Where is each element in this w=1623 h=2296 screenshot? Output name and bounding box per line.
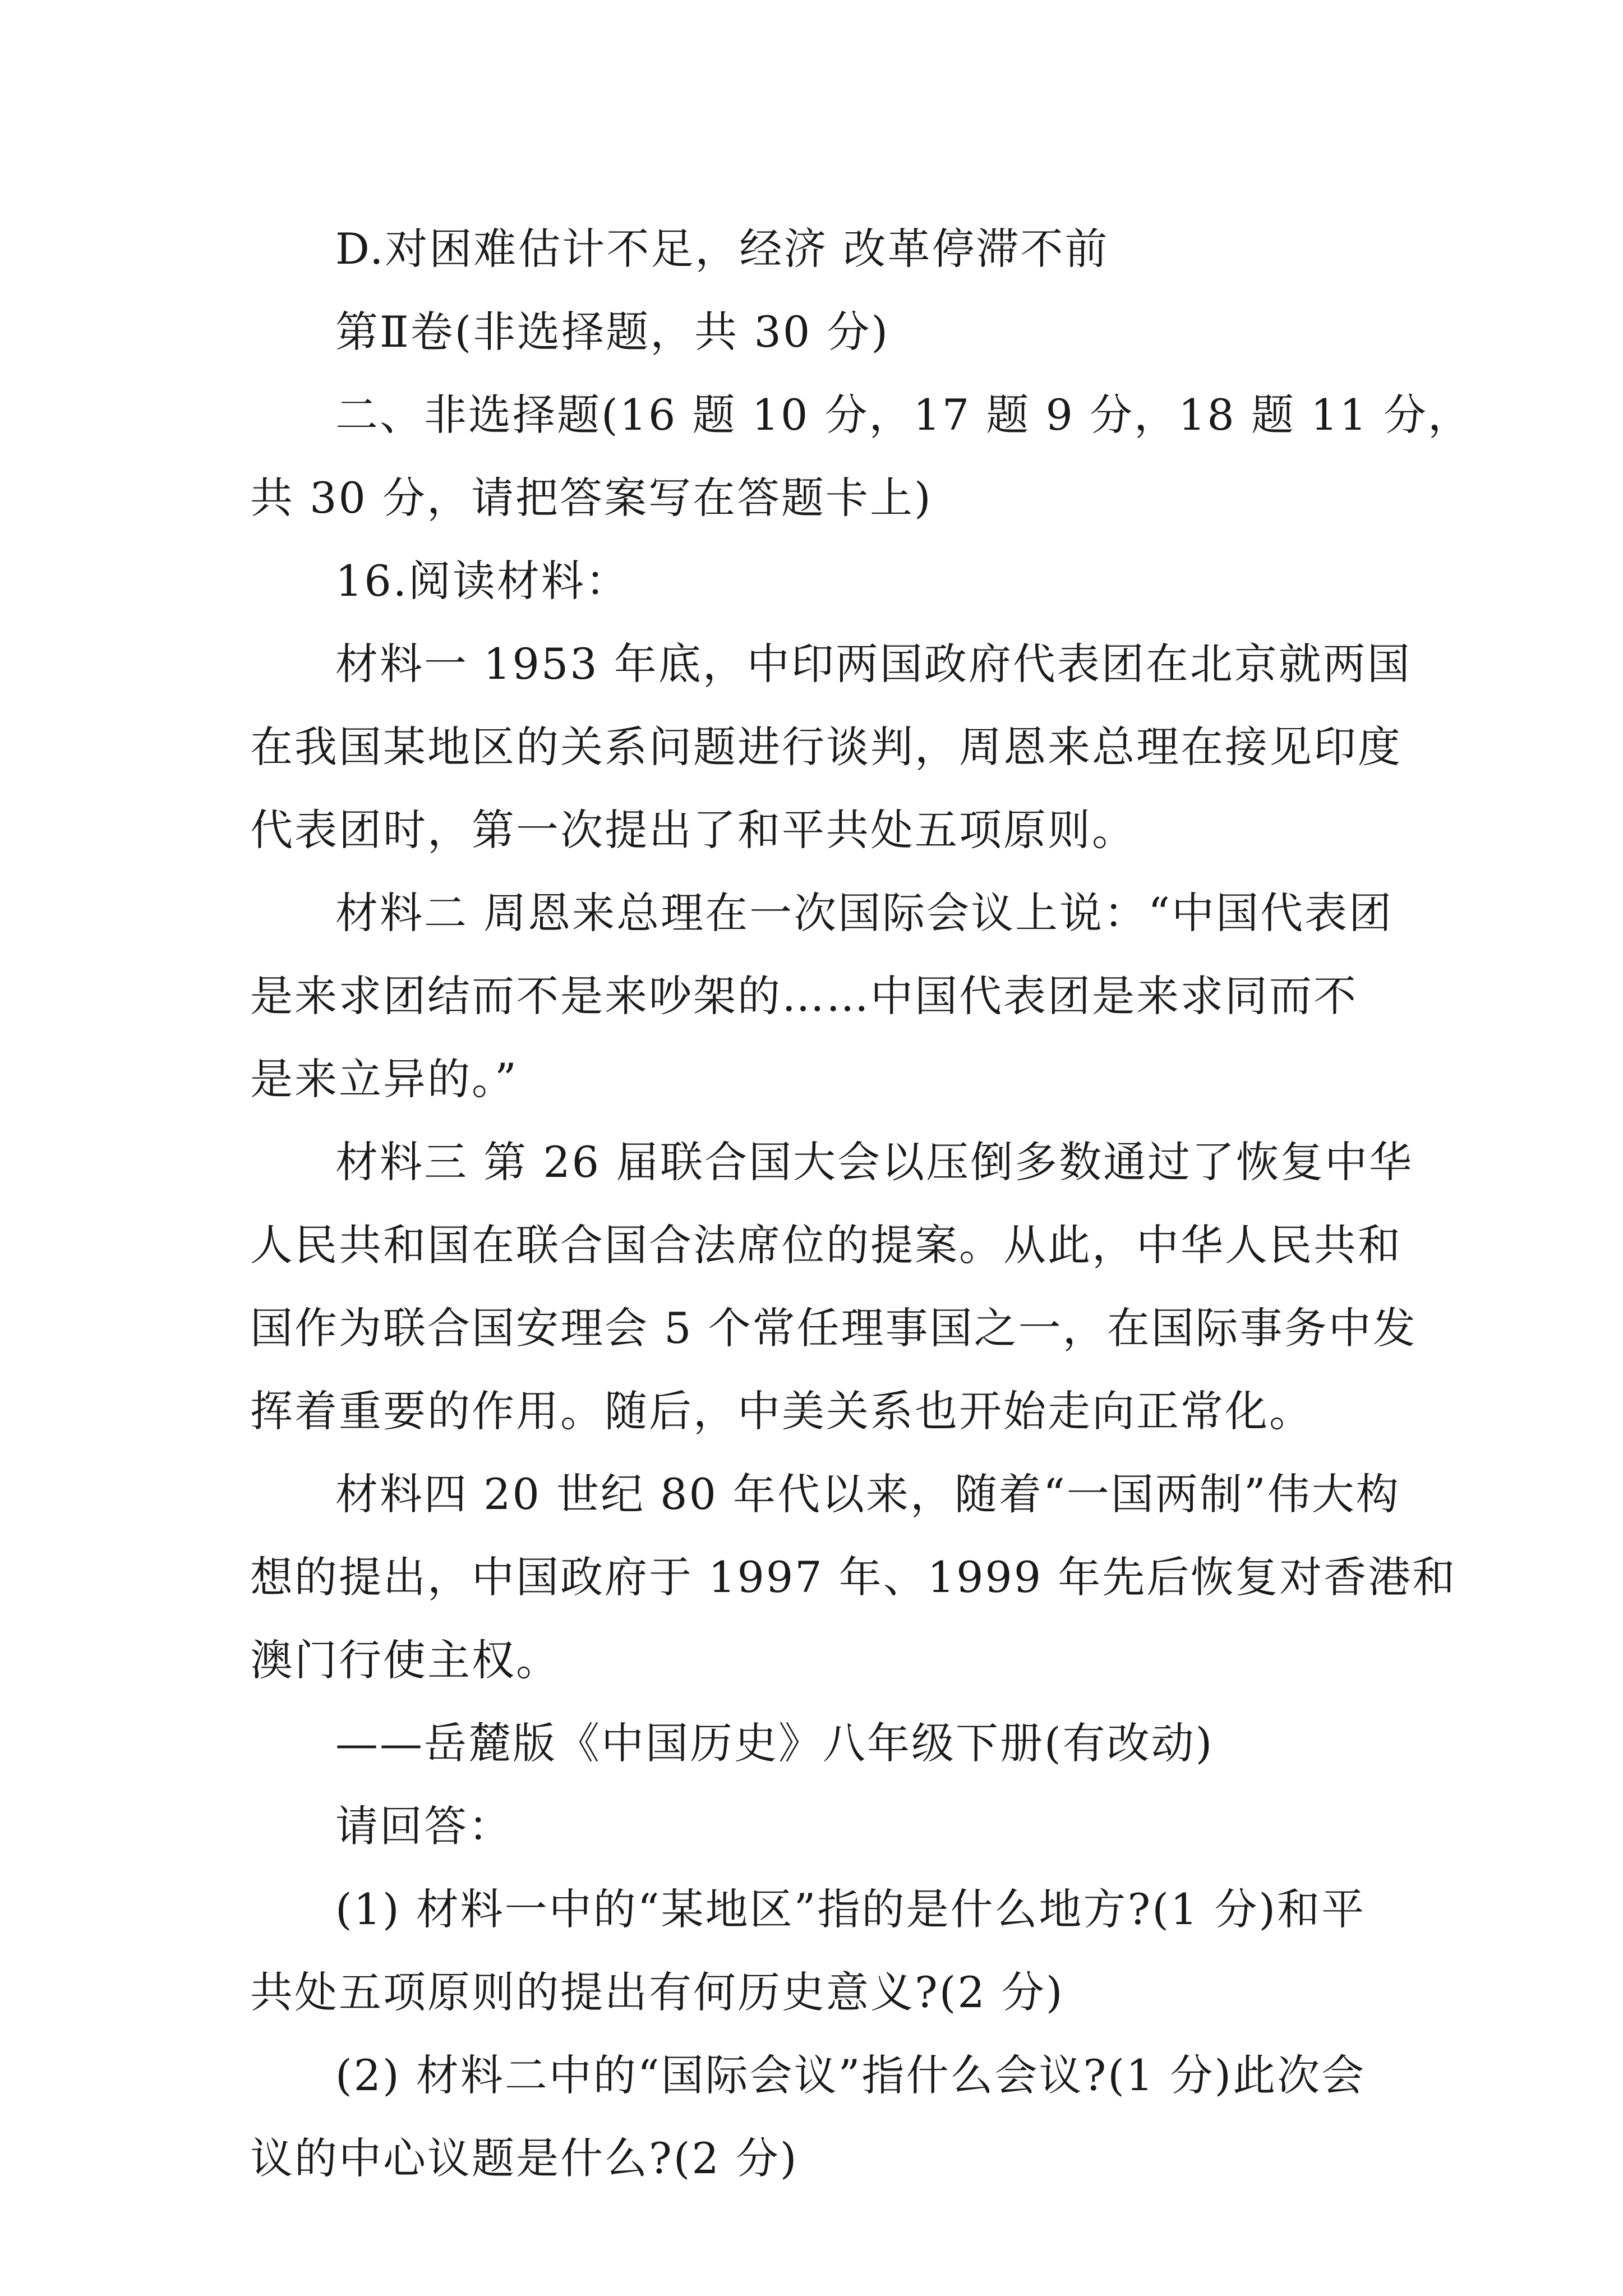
section-title: 第Ⅱ卷(非选择题，共 30 分) bbox=[335, 307, 889, 357]
material-4-line-2: 想的提出，中国政府于 1997 年、1999 年先后恢复对香港和 bbox=[250, 1552, 1457, 1602]
material-4-line-3: 澳门行使主权。 bbox=[250, 1635, 560, 1685]
question-16-title: 16.阅读材料： bbox=[335, 556, 630, 606]
sub-question-1-line-2: 共处五项原则的提出有何历史意义?(2 分) bbox=[250, 1967, 1064, 2017]
material-2-line-3: 是来立异的。” bbox=[250, 1054, 518, 1104]
material-1-line-2: 在我国某地区的关系问题进行谈判，周恩来总理在接见印度 bbox=[250, 722, 1402, 772]
material-3-line-1: 材料三 第 26 届联合国大会以压倒多数通过了恢复中华 bbox=[335, 1137, 1414, 1187]
option-d-line: D.对困难估计不足，经济 改革停滞不前 bbox=[335, 224, 1109, 274]
sub-question-2-line-2: 议的中心议题是什么?(2 分) bbox=[250, 2133, 799, 2183]
answer-prompt: 请回答： bbox=[335, 1801, 513, 1851]
material-1-line-1: 材料一 1953 年底，中印两国政府代表团在北京就两国 bbox=[335, 639, 1412, 689]
instructions-line-2: 共 30 分，请把答案写在答题卡上) bbox=[250, 473, 933, 523]
material-3-line-4: 挥着重要的作用。随后，中美关系也开始走向正常化。 bbox=[250, 1386, 1313, 1436]
document-body bbox=[250, 208, 1472, 2200]
material-2-line-2: 是来求团结而不是来吵架的……中国代表团是来求同而不 bbox=[250, 971, 1358, 1021]
material-3-line-3: 国作为联合国安理会 5 个常任理事国之一，在国际事务中发 bbox=[250, 1303, 1417, 1353]
material-4-line-1: 材料四 20 世纪 80 年代以来，随着“一国两制”伟大构 bbox=[335, 1469, 1400, 1519]
material-2-line-1: 材料二 周恩来总理在一次国际会议上说：“中国代表团 bbox=[335, 888, 1394, 938]
material-3-line-2: 人民共和国在联合国合法席位的提案。从此，中华人民共和 bbox=[250, 1220, 1402, 1270]
instructions-line-1: 二、非选择题(16 题 10 分，17 题 9 分，18 题 11 分， bbox=[335, 390, 1472, 440]
material-1-line-3: 代表团时，第一次提出了和平共处五项原则。 bbox=[250, 805, 1136, 855]
source-citation: ——岳麓版《中国历史》八年级下册(有改动) bbox=[335, 1718, 1214, 1768]
sub-question-1-line-1: (1) 材料一中的“某地区”指的是什么地方?(1 分)和平 bbox=[335, 1884, 1366, 1934]
sub-question-2-line-1: (2) 材料二中的“国际会议”指什么会议?(1 分)此次会 bbox=[335, 2050, 1366, 2100]
